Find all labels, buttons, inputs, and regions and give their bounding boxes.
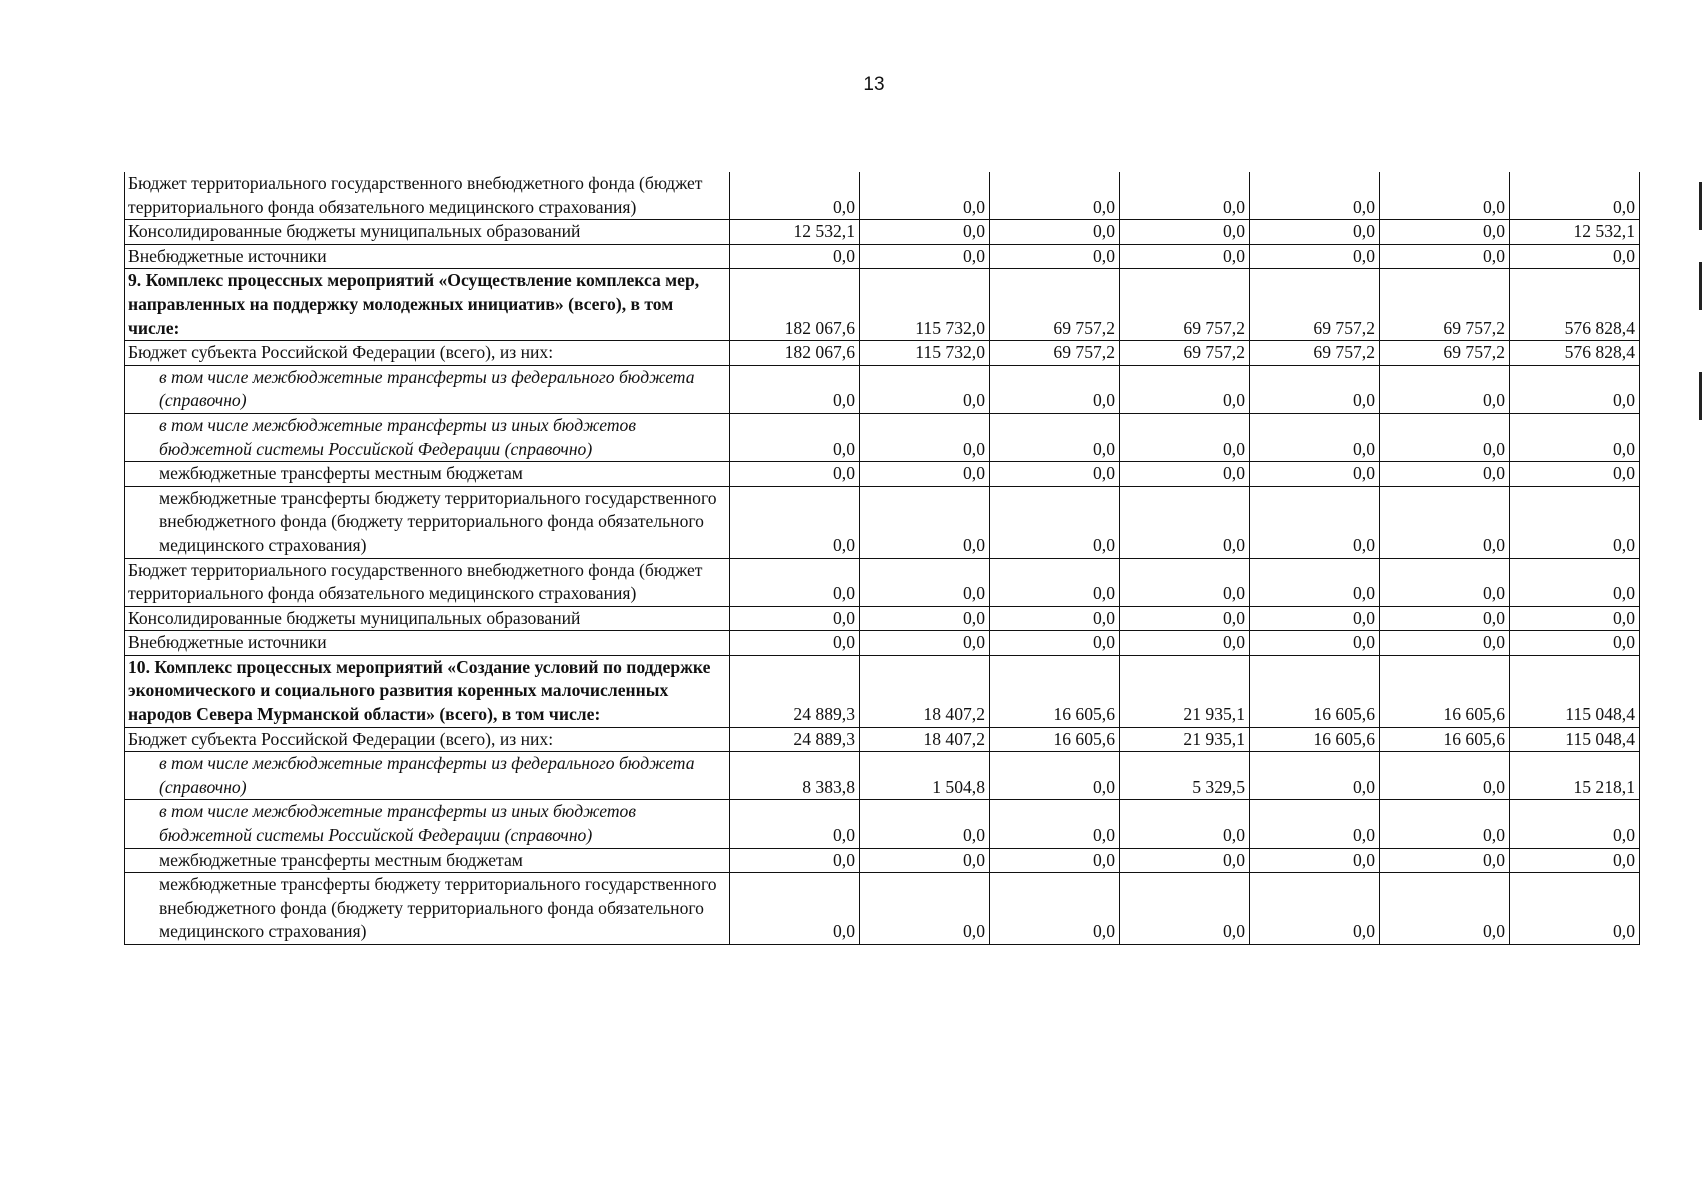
table-row	[125, 486, 1640, 558]
value-cell: 0,0	[1380, 848, 1510, 873]
value-cell: 0,0	[990, 220, 1120, 245]
value-cell: 0,0	[1120, 244, 1250, 269]
value-cell: 0,0	[990, 752, 1120, 800]
table-row	[125, 365, 1640, 413]
value-cell: 0,0	[990, 800, 1120, 848]
value-cell: 0,0	[1380, 873, 1510, 945]
value-cell: 0,0	[1250, 873, 1380, 945]
row-label: межбюджетные трансферты местным бюджетам	[125, 462, 730, 487]
value-cell: 182 067,6	[730, 341, 860, 366]
value-cell: 0,0	[860, 462, 990, 487]
value-cell: 115 048,4	[1510, 727, 1640, 752]
value-cell: 0,0	[1120, 486, 1250, 558]
value-cell: 69 757,2	[1380, 269, 1510, 341]
value-cell: 0,0	[990, 365, 1120, 413]
value-cell: 0,0	[1250, 413, 1380, 461]
value-cell: 115 048,4	[1510, 655, 1640, 727]
value-cell: 0,0	[1380, 486, 1510, 558]
value-cell: 0,0	[1510, 413, 1640, 461]
value-cell: 15 218,1	[1510, 752, 1640, 800]
value-cell: 0,0	[1250, 220, 1380, 245]
budget-table	[124, 172, 1640, 945]
value-cell: 0,0	[1380, 752, 1510, 800]
row-label: Консолидированные бюджеты муниципальных образований	[125, 606, 730, 631]
value-cell: 0,0	[730, 800, 860, 848]
value-cell: 0,0	[1120, 462, 1250, 487]
value-cell: 0,0	[990, 873, 1120, 945]
value-cell: 0,0	[1510, 365, 1640, 413]
value-cell: 12 532,1	[1510, 220, 1640, 245]
value-cell: 0,0	[1120, 172, 1250, 220]
table-row	[125, 655, 1640, 727]
value-cell: 5 329,5	[1120, 752, 1250, 800]
value-cell: 18 407,2	[860, 727, 990, 752]
value-cell: 576 828,4	[1510, 341, 1640, 366]
value-cell: 18 407,2	[860, 655, 990, 727]
value-cell: 0,0	[1120, 365, 1250, 413]
value-cell: 182 067,6	[730, 269, 860, 341]
table-row	[125, 800, 1640, 848]
value-cell: 0,0	[1120, 606, 1250, 631]
row-label: межбюджетные трансферты местным бюджетам	[125, 848, 730, 873]
value-cell: 0,0	[860, 486, 990, 558]
value-cell: 0,0	[1120, 413, 1250, 461]
value-cell: 69 757,2	[990, 341, 1120, 366]
value-cell: 0,0	[1510, 462, 1640, 487]
table-row	[125, 727, 1640, 752]
value-cell: 0,0	[1510, 606, 1640, 631]
value-cell: 16 605,6	[1250, 727, 1380, 752]
value-cell: 0,0	[1250, 848, 1380, 873]
value-cell: 0,0	[1380, 606, 1510, 631]
value-cell: 0,0	[1380, 220, 1510, 245]
value-cell: 576 828,4	[1510, 269, 1640, 341]
value-cell: 0,0	[990, 631, 1120, 656]
value-cell: 0,0	[730, 631, 860, 656]
value-cell: 0,0	[730, 486, 860, 558]
value-cell: 0,0	[1380, 365, 1510, 413]
row-label: в том числе межбюджетные трансферты из иных бюджетов бюджетной системы Российской Федерации (справочно)	[125, 413, 730, 461]
budget-table-body	[125, 172, 1640, 945]
page-number: 13	[863, 74, 885, 95]
value-cell: 0,0	[1250, 172, 1380, 220]
value-cell: 0,0	[860, 220, 990, 245]
value-cell: 0,0	[1510, 873, 1640, 945]
value-cell: 0,0	[1120, 220, 1250, 245]
value-cell: 115 732,0	[860, 269, 990, 341]
value-cell: 0,0	[1120, 558, 1250, 606]
value-cell: 0,0	[1510, 848, 1640, 873]
value-cell: 0,0	[1120, 631, 1250, 656]
value-cell: 69 757,2	[1250, 269, 1380, 341]
value-cell: 0,0	[730, 413, 860, 461]
row-label: Бюджет территориального государственного внебюджетного фонда (бюджет территориального фонда обязательного медицинского страхования)	[125, 172, 730, 220]
table-row	[125, 244, 1640, 269]
value-cell: 16 605,6	[1250, 655, 1380, 727]
row-label: в том числе межбюджетные трансферты из федерального бюджета (справочно)	[125, 365, 730, 413]
value-cell: 0,0	[1250, 486, 1380, 558]
value-cell: 0,0	[730, 365, 860, 413]
value-cell: 16 605,6	[990, 727, 1120, 752]
value-cell: 0,0	[1510, 486, 1640, 558]
value-cell: 0,0	[990, 486, 1120, 558]
value-cell: 0,0	[1510, 244, 1640, 269]
value-cell: 0,0	[860, 848, 990, 873]
value-cell: 0,0	[990, 606, 1120, 631]
value-cell: 0,0	[1120, 848, 1250, 873]
value-cell: 0,0	[730, 873, 860, 945]
value-cell: 69 757,2	[1250, 341, 1380, 366]
table-row	[125, 462, 1640, 487]
value-cell: 0,0	[1250, 800, 1380, 848]
value-cell: 0,0	[990, 558, 1120, 606]
value-cell: 0,0	[730, 462, 860, 487]
value-cell: 0,0	[1380, 413, 1510, 461]
value-cell: 0,0	[1250, 365, 1380, 413]
row-label: Внебюджетные источники	[125, 244, 730, 269]
value-cell: 0,0	[730, 172, 860, 220]
value-cell: 69 757,2	[1120, 269, 1250, 341]
value-cell: 0,0	[1380, 172, 1510, 220]
value-cell: 0,0	[860, 800, 990, 848]
value-cell: 0,0	[1250, 462, 1380, 487]
table-row	[125, 269, 1640, 341]
value-cell: 0,0	[860, 558, 990, 606]
value-cell: 69 757,2	[990, 269, 1120, 341]
row-label: межбюджетные трансферты бюджету территориального государственного внебюджетного фонда (бюджету территориального фонда обязательного медицинского страхования)	[125, 486, 730, 558]
value-cell: 0,0	[860, 365, 990, 413]
value-cell: 0,0	[1120, 873, 1250, 945]
value-cell: 0,0	[1250, 606, 1380, 631]
table-row	[125, 873, 1640, 945]
value-cell: 0,0	[990, 244, 1120, 269]
value-cell: 0,0	[1380, 462, 1510, 487]
table-row	[125, 606, 1640, 631]
value-cell: 0,0	[860, 606, 990, 631]
row-label: в том числе межбюджетные трансферты из иных бюджетов бюджетной системы Российской Федерации (справочно)	[125, 800, 730, 848]
value-cell: 16 605,6	[1380, 655, 1510, 727]
value-cell: 12 532,1	[730, 220, 860, 245]
value-cell: 21 935,1	[1120, 655, 1250, 727]
value-cell: 115 732,0	[860, 341, 990, 366]
table-row	[125, 848, 1640, 873]
value-cell: 0,0	[990, 848, 1120, 873]
value-cell: 0,0	[730, 558, 860, 606]
row-label: Внебюджетные источники	[125, 631, 730, 656]
value-cell: 0,0	[990, 413, 1120, 461]
value-cell: 0,0	[1510, 172, 1640, 220]
table-row	[125, 752, 1640, 800]
value-cell: 0,0	[990, 172, 1120, 220]
value-cell: 21 935,1	[1120, 727, 1250, 752]
value-cell: 69 757,2	[1120, 341, 1250, 366]
value-cell: 0,0	[860, 172, 990, 220]
row-label: Консолидированные бюджеты муниципальных образований	[125, 220, 730, 245]
value-cell: 24 889,3	[730, 727, 860, 752]
value-cell: 0,0	[730, 244, 860, 269]
row-label: Бюджет субъекта Российской Федерации (всего), из них:	[125, 341, 730, 366]
value-cell: 69 757,2	[1380, 341, 1510, 366]
row-label: в том числе межбюджетные трансферты из федерального бюджета (справочно)	[125, 752, 730, 800]
value-cell: 0,0	[1380, 631, 1510, 656]
value-cell: 0,0	[1250, 244, 1380, 269]
value-cell: 0,0	[1380, 558, 1510, 606]
value-cell: 0,0	[1250, 631, 1380, 656]
table-row	[125, 631, 1640, 656]
row-label: межбюджетные трансферты бюджету территориального государственного внебюджетного фонда (бюджету территориального фонда обязательного медицинского страхования)	[125, 873, 730, 945]
value-cell: 0,0	[1510, 800, 1640, 848]
value-cell: 0,0	[990, 462, 1120, 487]
value-cell: 0,0	[1380, 244, 1510, 269]
value-cell: 0,0	[1250, 752, 1380, 800]
row-label: Бюджет субъекта Российской Федерации (всего), из них:	[125, 727, 730, 752]
value-cell: 8 383,8	[730, 752, 860, 800]
value-cell: 0,0	[730, 606, 860, 631]
value-cell: 0,0	[1510, 558, 1640, 606]
table-row	[125, 341, 1640, 366]
value-cell: 24 889,3	[730, 655, 860, 727]
row-label: 10. Комплекс процессных мероприятий «Создание условий по поддержке экономического и социального развития коренных малочисленных народов Севера Мурманской области» (всего), в том числе:	[125, 655, 730, 727]
row-label: Бюджет территориального государственного внебюджетного фонда (бюджет территориального фонда обязательного медицинского страхования)	[125, 558, 730, 606]
table-row	[125, 558, 1640, 606]
value-cell: 16 605,6	[990, 655, 1120, 727]
value-cell: 1 504,8	[860, 752, 990, 800]
row-label: 9. Комплекс процессных мероприятий «Осуществление комплекса мер, направленных на поддержку молодежных инициатив» (всего), в том числе:	[125, 269, 730, 341]
table-row	[125, 220, 1640, 245]
table-row	[125, 413, 1640, 461]
table-row	[125, 172, 1640, 220]
value-cell: 0,0	[860, 244, 990, 269]
value-cell: 0,0	[860, 413, 990, 461]
value-cell: 0,0	[1510, 631, 1640, 656]
value-cell: 0,0	[860, 873, 990, 945]
value-cell: 0,0	[860, 631, 990, 656]
value-cell: 0,0	[1120, 800, 1250, 848]
value-cell: 0,0	[1380, 800, 1510, 848]
value-cell: 16 605,6	[1380, 727, 1510, 752]
value-cell: 0,0	[1250, 558, 1380, 606]
value-cell: 0,0	[730, 848, 860, 873]
